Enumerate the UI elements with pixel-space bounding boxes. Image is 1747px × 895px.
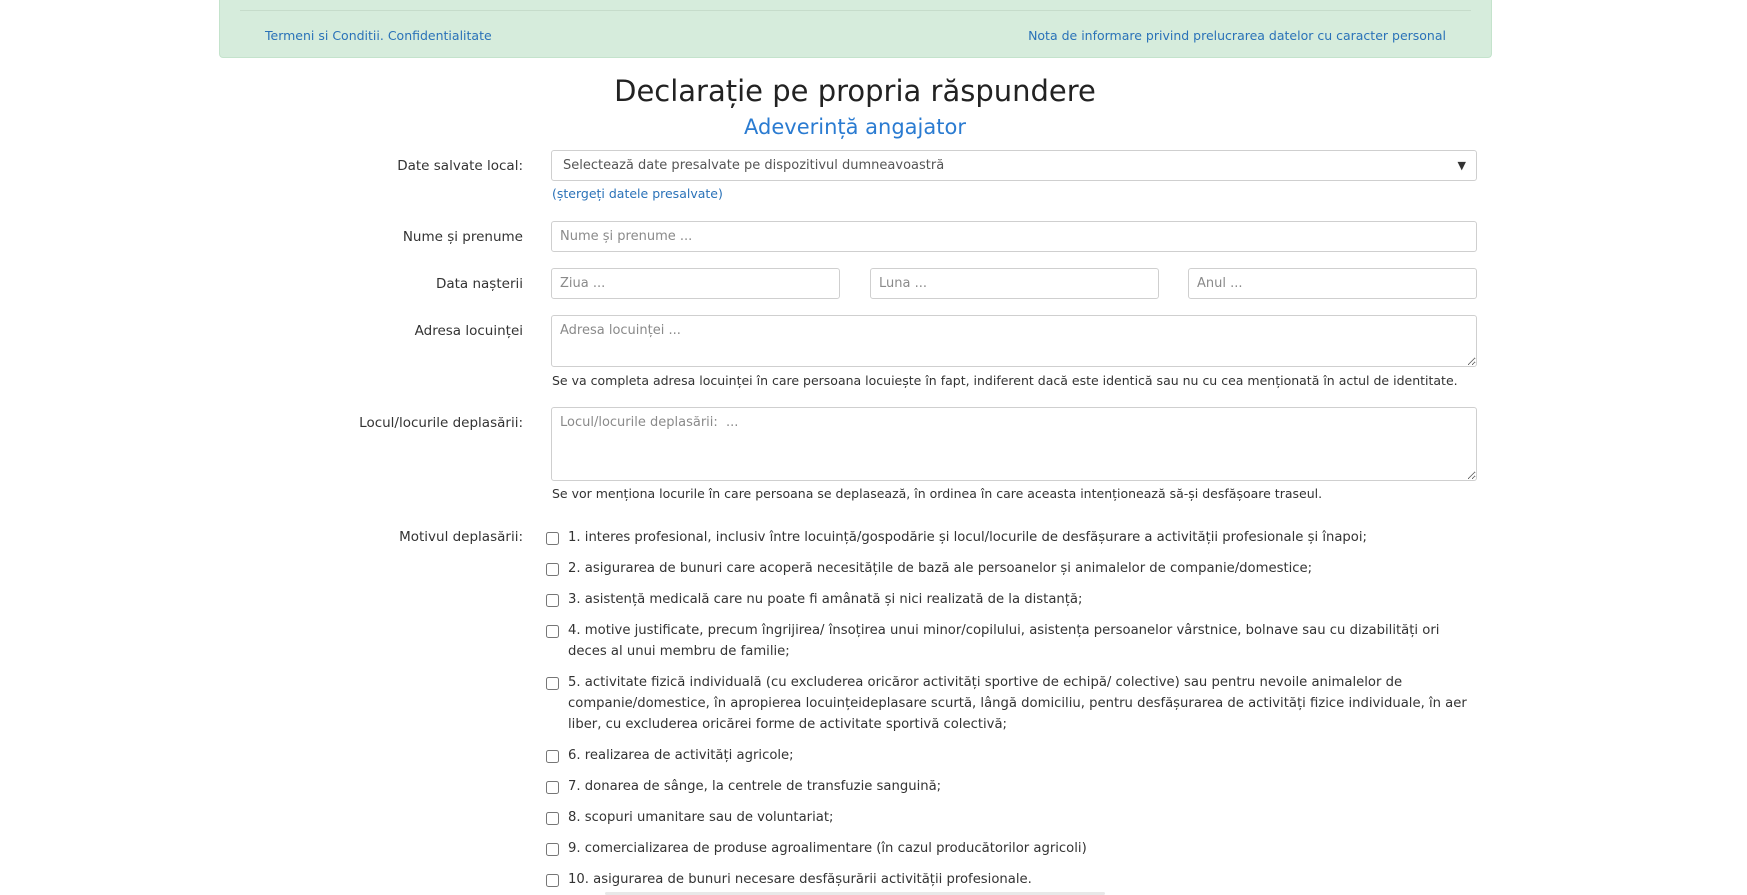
clear-saved-link[interactable]: (ștergeți datele presalvate) <box>552 186 723 201</box>
reason-checkbox-8[interactable] <box>546 812 559 825</box>
page-title: Declarație pe propria răspundere <box>614 74 1096 108</box>
saved-data-label: Date salvate local: <box>397 158 523 174</box>
places-textarea[interactable] <box>551 407 1477 481</box>
reason-checkbox-5[interactable] <box>546 677 559 690</box>
reason-item-2 <box>546 558 1471 580</box>
reason-checkbox-9[interactable] <box>546 843 559 856</box>
reason-item-4 <box>546 620 1471 664</box>
page-subtitle: Adeverință angajator <box>744 115 966 139</box>
reason-text-3: 3. asistență medicală care nu poate fi amânată și nici realizată de la distanță; <box>568 592 1083 607</box>
address-textarea[interactable] <box>551 315 1477 367</box>
reason-checkbox-3[interactable] <box>546 594 559 607</box>
reason-item-1 <box>546 527 1471 549</box>
reason-checkbox-2[interactable] <box>546 563 559 576</box>
saved-data-select-value: Selectează date presalvate pe dispozitivul dumneavoastră <box>563 158 945 173</box>
reason-item-8 <box>546 807 1471 829</box>
reason-checkbox-1[interactable] <box>546 532 559 545</box>
reason-text-4: 4. motive justificate, precum îngrijirea/ însoțirea unui minor/copilului, asistența persoanelor vârstnice, bolnave sau cu dizabilități ori deces al unui membru de familie; <box>568 623 1440 659</box>
reason-checkbox-6[interactable] <box>546 750 559 763</box>
reason-text-5: 5. activitate fizică individuală (cu excluderea oricăror activități sportive de echipă/ colective) sau pentru nevoile animalelor de companie/domestice, în apropierea locuințeideplasare scurtă, lângă domiciliu, pentru desfășurarea de activități fizice individuale, în aer liber, cu excluderea oricărei forme de activitate sportivă colectivă; <box>568 675 1467 732</box>
reason-item-3 <box>546 589 1471 611</box>
places-label: Locul/locurile deplasării: <box>359 415 523 431</box>
reason-text-2: 2. asigurarea de bunuri care acoperă necesitățile de bază ale persoanelor și animalelor de companie/domestice; <box>568 561 1313 576</box>
reason-checkbox-4[interactable] <box>546 625 559 638</box>
info-banner <box>219 0 1492 58</box>
reason-item-7 <box>546 776 1471 798</box>
address-label: Adresa locuinței <box>414 323 523 339</box>
places-help-text: Se vor menționa locurile în care persoana se deplasează, în ordinea în care aceasta intenționează să-și desfășoare traseul. <box>552 486 1323 501</box>
reason-item-9 <box>546 838 1471 860</box>
reason-text-8: 8. scopuri umanitare sau de voluntariat; <box>568 810 834 825</box>
terms-link[interactable]: Termeni si Conditii. Confidentialitate <box>265 28 492 43</box>
reason-text-1: 1. interes profesional, inclusiv între locuință/gospodărie și locul/locurile de desfășurare a activității profesionale și înapoi; <box>568 530 1367 545</box>
reason-text-7: 7. donarea de sânge, la centrele de transfuzie sanguină; <box>568 779 942 794</box>
name-label: Nume și prenume <box>402 229 523 245</box>
reason-item-10 <box>546 869 1471 891</box>
chevron-down-icon: ▼ <box>1457 159 1466 172</box>
birth-year-input[interactable] <box>1188 268 1477 299</box>
reason-checkbox-10[interactable] <box>546 874 559 887</box>
reason-item-5 <box>546 672 1471 738</box>
reason-text-6: 6. realizarea de activități agricole; <box>568 748 794 763</box>
privacy-notice-link[interactable]: Nota de informare privind prelucrarea datelor cu caracter personal <box>1028 28 1446 43</box>
reason-label: Motivul deplasării: <box>399 529 523 545</box>
reason-checkbox-7[interactable] <box>546 781 559 794</box>
reason-text-10: 10. asigurarea de bunuri necesare desfășurării activității profesionale. <box>568 872 1032 887</box>
birth-date-label: Data nașterii <box>435 276 523 292</box>
name-input[interactable] <box>551 221 1477 252</box>
banner-divider <box>240 10 1471 11</box>
reason-text-9: 9. comercializarea de produse agroalimentare (în cazul producătorilor agricoli) <box>568 841 1087 856</box>
address-help-text: Se va completa adresa locuinței în care persoana locuiește în fapt, indiferent dacă este identică sau nu cu cea menționată în actul de identitate. <box>552 373 1458 388</box>
reason-item-6 <box>546 745 1471 767</box>
birth-day-input[interactable] <box>551 268 840 299</box>
saved-data-select[interactable] <box>551 150 1477 181</box>
birth-month-input[interactable] <box>870 268 1159 299</box>
